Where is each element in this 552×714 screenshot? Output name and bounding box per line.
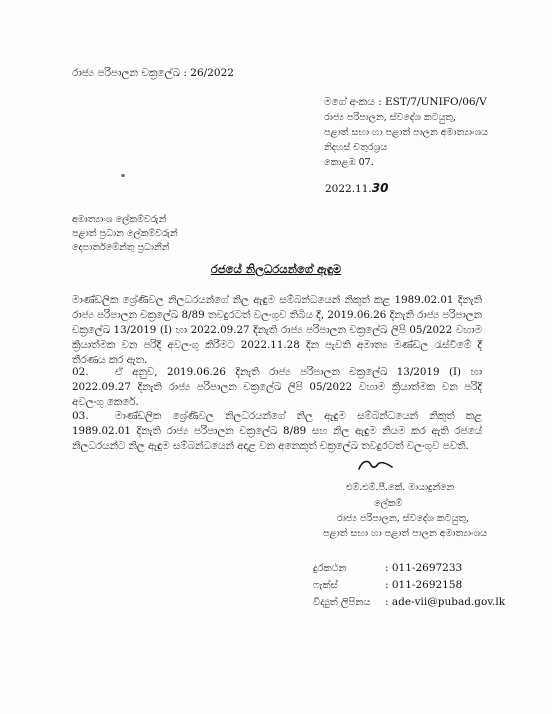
sender-line: රාජ්‍ය පරිපාලන, ස්වදේශ කටයුතු,: [324, 112, 457, 123]
signature-mark: [356, 455, 396, 477]
paragraph-3: මාණ්ඩලික ශ්‍රේණිවල නිලධරයන්ගේ නිල ඇඳුම සම්බන්ධයෙන් නිකුත් කළ 1989.02.01 දිනැති රාජ්‍ය පරිපාලන චක්‍රලේඛ 8/89 සහ නිල ඇඳුම නියම කර ඇති රජයේ නිලධරයන්ට නිල ඇඳුම සම්බන්ධයෙන් අදාළ වන අනෙකුත් චක්‍රලේඛ තවදුරටත් වලංගුව පවතී.: [72, 410, 482, 452]
addressee: පළාත් ප්‍රධාන ලේකම්වරුන්: [72, 228, 178, 239]
sender-line: කොළඹ 07.: [324, 157, 374, 168]
signatory-org: රාජ්‍ය පරිපාලන, ස්වදේශ කටයුතු,: [337, 513, 470, 524]
date-handwritten: 30: [371, 181, 389, 195]
circular-reference: රාජ්‍ය පරිපාලන චක්‍රලේඛ : 26/2022: [72, 67, 234, 79]
title-text: රජයේ නිලධරයන්ගේ ඇඳුම: [210, 262, 342, 276]
addressee: දෙපාර්තමේන්තු ප්‍රධානීන්: [72, 242, 170, 253]
contact-email: : ade-vii@pubad.gov.lk: [385, 596, 506, 608]
paragraph-2: ඒ අනුව, 2019.06.26 දිනැති රාජ්‍ය පරිපාලන චක්‍රලේඛ 13/2019 (I) හා 2022.09.27 දිනැති රාජ්‍ය පරිපාලන චක්‍රලේඛ ලිපි 05/2022 වහාම ක්‍රියාත්මක වන පරිදි අවලංගු කෙරේ.: [72, 366, 482, 408]
contact-phone: : 011-2697233: [385, 562, 463, 574]
document-date: [325, 182, 388, 196]
sender-line: නිදහස් චතුරශ්‍රය: [324, 142, 388, 153]
contact-label: දුරකථන: [313, 563, 347, 574]
addressee: අමාත්‍යාංශ ලේකම්වරුන්: [72, 214, 167, 225]
contact-label: ෆැක්ස්: [313, 580, 338, 591]
ink-mark: [121, 174, 125, 177]
document-title: [0, 262, 552, 277]
my-number: මගේ අංකය : EST/7/UNIFO/06/V: [324, 96, 487, 108]
paragraph-number: 02.: [72, 366, 89, 378]
signatory-title: ලේකම්: [374, 498, 403, 509]
contact-label: විද්‍යුත් ලිපිනය: [313, 597, 371, 608]
date-printed: 2022.11.: [325, 183, 372, 195]
paragraph-number: 03.: [72, 410, 89, 422]
sender-line: පළාත් සභා හා පළාත් පාලන අමාත්‍යාංශය: [324, 127, 489, 138]
signatory-name: එම්.එම්.පී.කේ. මායාදුන්නෙ: [346, 482, 455, 493]
signatory-org: පළාත් සභා හා පළාත් පාලන අමාත්‍යාංශය: [323, 528, 488, 539]
paragraph-1: මාණ්ඩලික ශ්‍රේණිවල නිලධරයන්ගේ නිල ඇඳුම සම්බන්ධයෙන් නිකුත් කළ 1989.02.01 දිනැති රාජ්‍ය පරිපාලන චක්‍රලේඛ 8/89 තවදුරටත් වලංගුව තිබිය දී, 2019.06.26 දිනැති රාජ්‍ය පරිපාලන චක්‍රලේඛ 13/2019 (I) හා 2022.09.27 දිනැති රාජ්‍ය පරිපාලන චක්‍රලේඛ ලිපි 05/2022 වහාම ක්‍රියාත්මක වන පරිදි අවලංගු කිරීමට 2022.11.28 දින පැවති අමාත්‍ය මණ්ඩල රැස්වීමේ දී තීරණය කර ඇත.: [72, 294, 482, 366]
contact-fax: : 011-2692158: [385, 579, 463, 591]
